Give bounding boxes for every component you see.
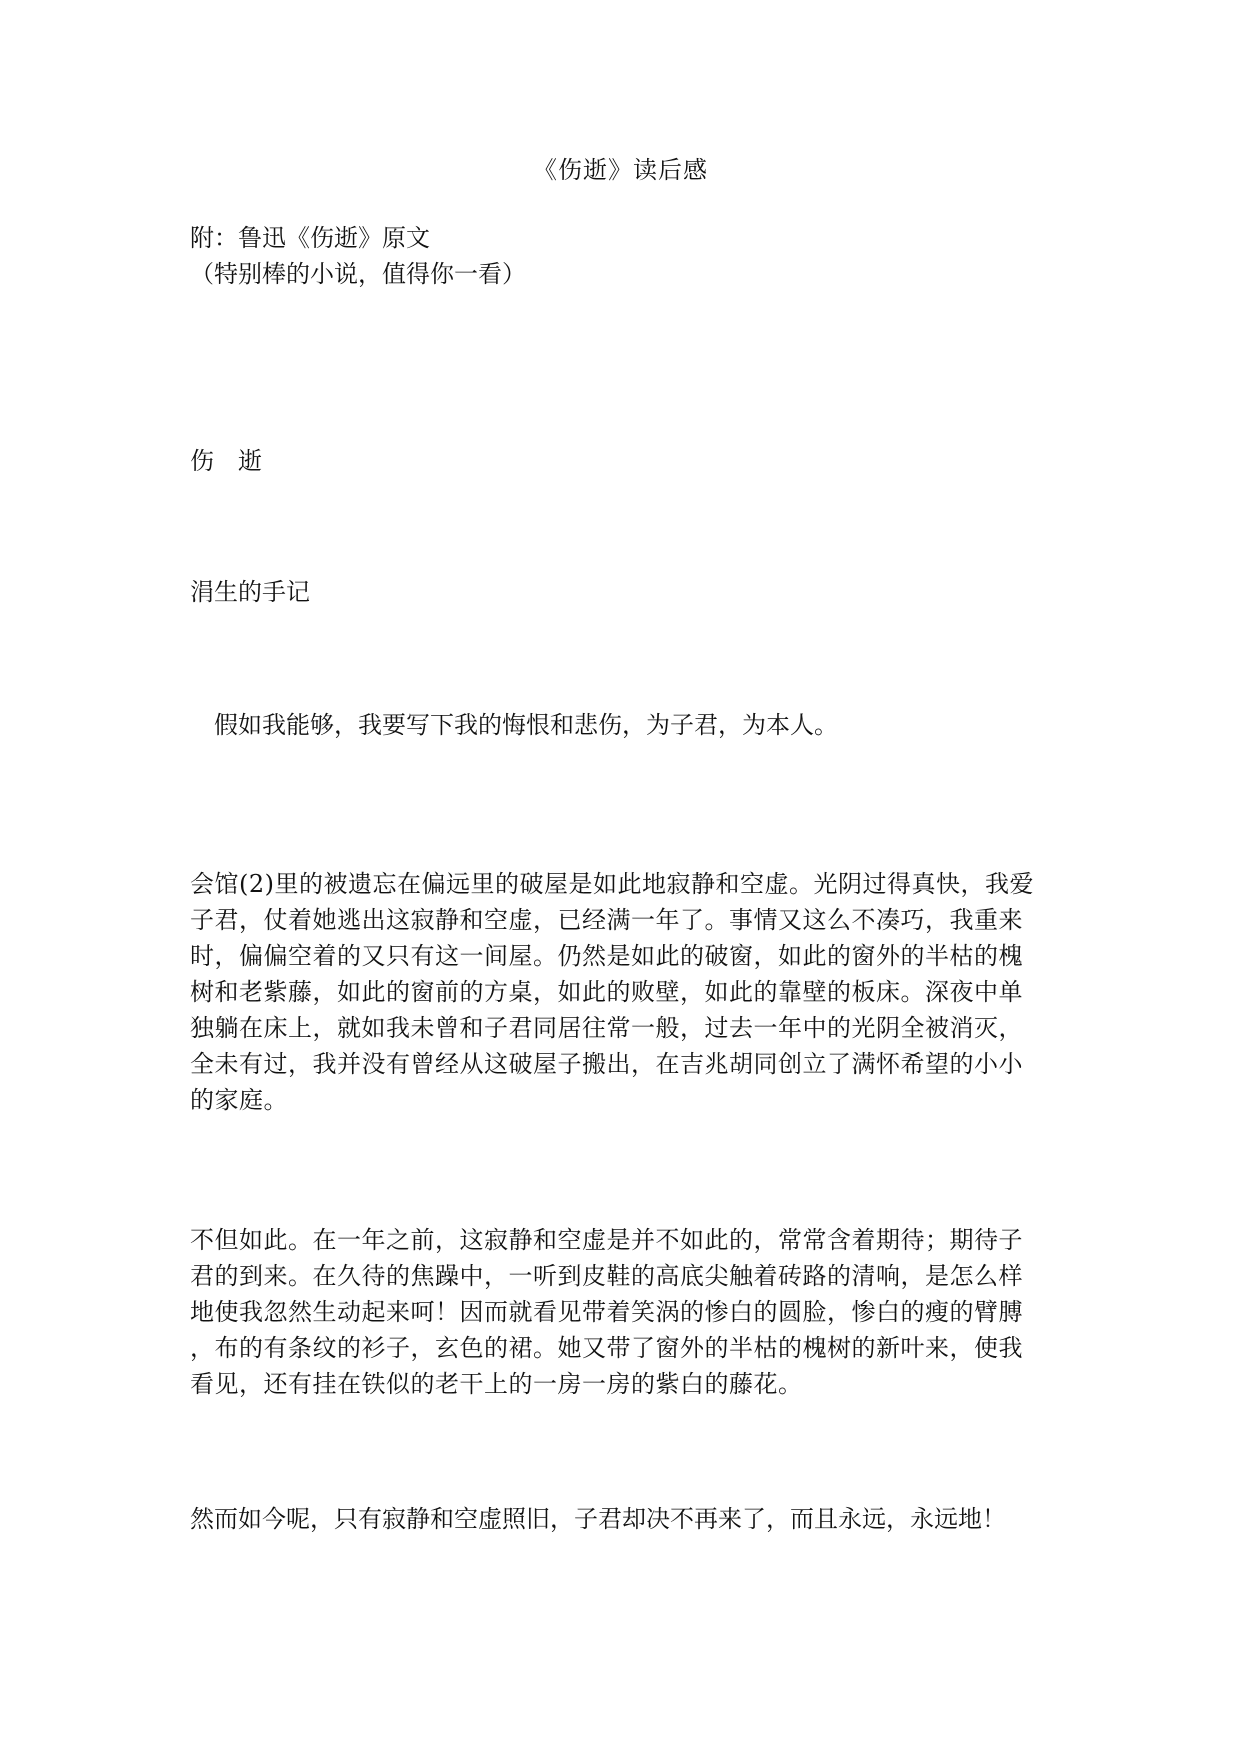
- story-title: 伤 逝: [190, 447, 262, 475]
- story-subtitle: 涓生的手记: [190, 578, 310, 606]
- paragraph-2: [190, 1222, 1050, 1402]
- paragraph-2-line: 看见，还有挂在铁似的老干上的一房一房的紫白的藤花。: [190, 1370, 803, 1398]
- paragraph-3: 然而如今呢，只有寂静和空虚照旧，子君却决不再来了，而且永远，永远地！: [190, 1505, 1006, 1533]
- paragraph-1-line: 独躺在床上，就如我未曾和子君同居往常一般，过去一年中的光阴全被消灭，: [190, 1014, 1023, 1042]
- paragraph-1-line: 的家庭。: [190, 1086, 288, 1114]
- paragraph-1: [190, 866, 1050, 1118]
- paragraph-2-line: ，布的有条纹的衫子，玄色的裙。她又带了窗外的半枯的槐树的新叶来，使我: [190, 1334, 1023, 1362]
- paragraph-2-line: 不但如此。在一年之前，这寂静和空虚是并不如此的，常常含着期待；期待子: [190, 1226, 1023, 1254]
- intro-paragraph: 假如我能够，我要写下我的悔恨和悲伤，为子君，为本人。: [190, 711, 838, 739]
- paragraph-1-line: 全未有过，我并没有曾经从这破屋子搬出，在吉兆胡同创立了满怀希望的小小: [190, 1050, 1023, 1078]
- paragraph-1-line: 树和老紫藤，如此的窗前的方桌，如此的败壁，如此的靠壁的板床。深夜中单: [190, 978, 1023, 1006]
- paragraph-1-line: 时，偏偏空着的又只有这一间屋。仍然是如此的破窗，如此的窗外的半枯的槐: [190, 942, 1023, 970]
- recommend-line: （特别棒的小说，值得你一看）: [190, 260, 526, 288]
- paragraph-1-line: 会馆(2)里的被遗忘在偏远里的破屋是如此地寂静和空虚。光阴过得真快，我爱: [190, 870, 1034, 898]
- paragraph-1-line: 子君，仗着她逃出这寂静和空虚，已经满一年了。事情又这么不凑巧，我重来: [190, 906, 1023, 934]
- document-title: 《伤逝》读后感: [533, 156, 708, 184]
- appendix-line: 附：鲁迅《伤逝》原文: [190, 224, 430, 252]
- paragraph-2-line: 君的到来。在久待的焦躁中，一听到皮鞋的高底尖触着砖路的清响，是怎么样: [190, 1262, 1023, 1290]
- paragraph-2-line: 地使我忽然生动起来呵！因而就看见带着笑涡的惨白的圆脸，惨白的瘦的臂膊: [190, 1298, 1023, 1326]
